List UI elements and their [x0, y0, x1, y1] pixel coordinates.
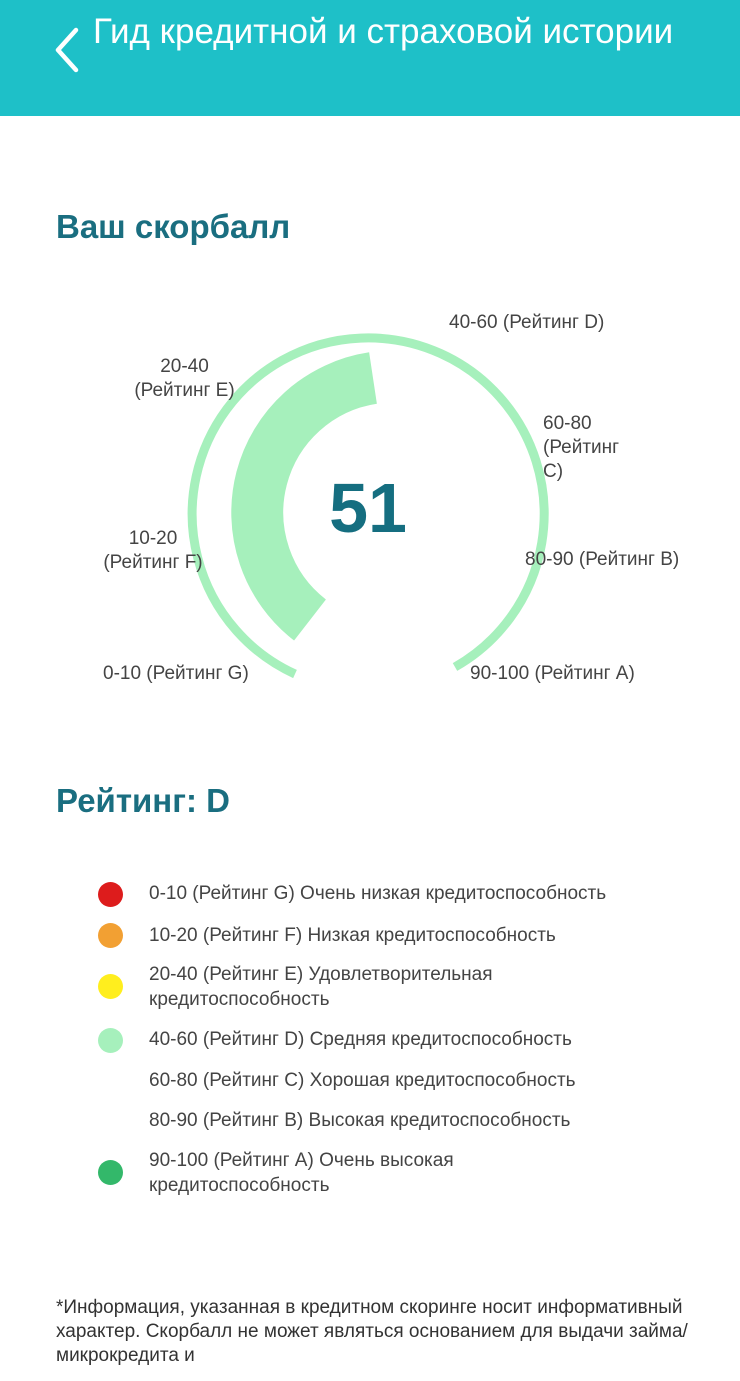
- back-button[interactable]: [40, 20, 90, 80]
- legend-dot-icon: [98, 1028, 123, 1053]
- disclaimer-text: *Информация, указанная в кредитном скоринге носит информативный характер. Скорбалл не может являться основанием для выдачи займа/микрокредита и: [56, 1297, 688, 1366]
- score-section-title: Ваш скорбалл: [56, 208, 291, 245]
- legend-dot-icon: [98, 974, 123, 999]
- gauge-label-e: 20-40 (Рейтинг E): [134, 356, 235, 401]
- gauge-label-c: 60-80 (Рейтинг C): [543, 413, 620, 482]
- gauge-label-d: 40-60 (Рейтинг D): [449, 312, 605, 333]
- rating-title: Рейтинг: D: [56, 782, 230, 819]
- gauge-label-a: 90-100 (Рейтинг A): [470, 663, 635, 684]
- chevron-left-icon: [40, 20, 90, 80]
- legend-text: 0-10 (Рейтинг G) Очень низкая кредитоспособность: [149, 883, 607, 904]
- gauge-label-g: 0-10 (Рейтинг G): [103, 663, 249, 684]
- legend-text: 20-40 (Рейтинг E) Удовлетворительная кредитоспособность: [149, 964, 493, 1010]
- legend-text: 60-80 (Рейтинг C) Хорошая кредитоспособность: [149, 1070, 576, 1091]
- gauge-label-b: 80-90 (Рейтинг B): [525, 549, 680, 570]
- legend-text: 80-90 (Рейтинг B) Высокая кредитоспособность: [149, 1110, 571, 1131]
- legend-text: 10-20 (Рейтинг F) Низкая кредитоспособность: [149, 925, 556, 946]
- legend-dot-icon: [98, 882, 123, 907]
- page-title: Гид кредитной и страховой истории: [93, 12, 674, 51]
- legend-dot-icon: [98, 1068, 123, 1093]
- legend-dot-icon: [98, 1160, 123, 1185]
- legend-text: 40-60 (Рейтинг D) Средняя кредитоспособность: [149, 1029, 572, 1050]
- app-header: [0, 0, 740, 116]
- score-value: 51: [329, 469, 407, 547]
- legend-dot-icon: [98, 923, 123, 948]
- legend-dot-icon: [98, 1108, 123, 1133]
- legend-text: 90-100 (Рейтинг A) Очень высокая кредитоспособность: [149, 1150, 454, 1196]
- gauge-label-f: 10-20 (Рейтинг F): [103, 528, 203, 573]
